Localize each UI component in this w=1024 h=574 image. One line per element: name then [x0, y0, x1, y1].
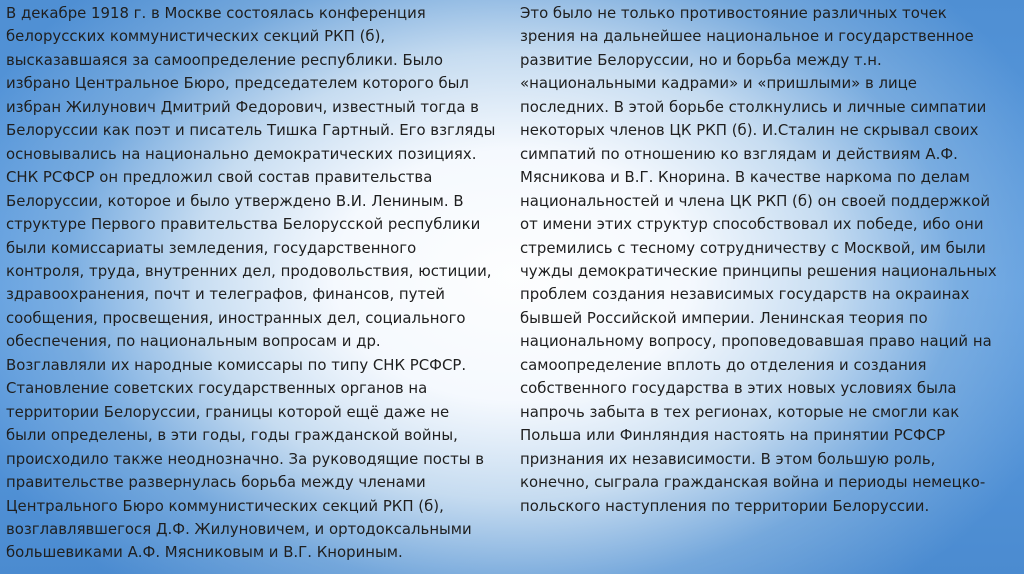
- text-line: собственного государства в этих новых условиях была: [520, 379, 957, 398]
- text-line: контроля, труда, внутренних дел, продовольствия, юстиции,: [6, 261, 492, 280]
- text-line: СНК РСФСР он предложил свой состав правительства: [6, 168, 433, 187]
- text-line: национальностей и члена ЦК РКП (б) он своей поддержкой: [520, 191, 991, 210]
- text-line: белорусских коммунистических секций РКП (б),: [6, 27, 386, 46]
- text-line: развитие Белоруссии, но и борьба между т.н.: [520, 50, 882, 69]
- text-line: Становление советских государственных органов на: [6, 379, 428, 398]
- text-line: стремились с тесному сотрудничеству с Москвой, им были: [520, 238, 986, 257]
- text-line: возглавлявшегося Д.Ф. Жилуновичем, и ортодоксальными: [6, 519, 472, 538]
- text-line: некоторых членов ЦК РКП (б). И.Сталин не скрывал своих: [520, 121, 979, 140]
- text-line: территории Белоруссии, границы которой ещё даже не: [6, 402, 450, 421]
- text-line: были определены, в эти годы, годы гражданской войны,: [6, 426, 458, 445]
- text-line: напрочь забыта в тех регионах, которые не смогли как: [520, 402, 960, 421]
- text-line: Польша или Финляндия настоять на принятии РСФСР: [520, 426, 946, 445]
- text-line: избран Жилунович Дмитрий Федорович, известный тогда в: [6, 97, 479, 116]
- text-line: польского наступления по территории Белоруссии.: [520, 496, 930, 515]
- text-line: В декабре 1918 г. в Москве состоялась конференция: [6, 4, 426, 22]
- text-line: Центрального Бюро коммунистических секций РКП (б),: [6, 496, 444, 515]
- text-line: признания их независимости. В этом большую роль,: [520, 449, 936, 468]
- text-line: конечно, сыграла гражданская война и периоды немецко-: [520, 473, 986, 492]
- text-line: Возглавляли их народные комиссары по типу СНК РСФСР.: [6, 355, 467, 374]
- text-line: Мясникова и В.Г. Кнорина. В качестве наркома по делам: [520, 168, 970, 187]
- text-line: обеспечения, по национальным вопросам и др.: [6, 332, 381, 351]
- text-line: Это было не только противостояние различных точек: [520, 4, 947, 22]
- text-line: «национальными кадрами» и «пришлыми» в лице: [520, 74, 917, 93]
- text-line: избрано Центральное Бюро, председателем которого был: [6, 74, 469, 93]
- text-line: от имени этих структур способствовал их победе, ибо они: [520, 215, 984, 234]
- text-line: основывались на национально демократических позициях.: [6, 144, 477, 163]
- text-line: чужды демократические принципы решения национальных: [520, 261, 997, 280]
- text-line: самоопределение вплоть до отделения и создания: [520, 355, 927, 374]
- text-line: симпатий по отношению ко взглядам и действиям А.Ф.: [520, 144, 958, 163]
- text-line: последних. В этой борьбе столкнулись и личные симпатии: [520, 97, 987, 116]
- text-line: происходило также неоднозначно. За руководящие посты в: [6, 449, 485, 468]
- text-line: бывшей Российской империи. Ленинская теория по: [520, 308, 928, 327]
- text-line: высказавшаяся за самоопределение республики. Было: [6, 50, 444, 69]
- text-column-right: [520, 2, 1018, 518]
- text-line: сообщения, просвещения, иностранных дел, социального: [6, 308, 466, 327]
- text-line: Белоруссии как поэт и писатель Тишка Гартный. Его взгляды: [6, 121, 496, 140]
- text-column-left: [6, 2, 506, 565]
- text-line: большевиками А.Ф. Мясниковым и В.Г. Кнориным.: [6, 543, 403, 562]
- text-line: Белоруссии, которое и было утверждено В.И. Лениным. В: [6, 191, 464, 210]
- text-line: правительстве развернулась борьба между членами: [6, 473, 426, 492]
- text-line: структуре Первого правительства Белорусской республики: [6, 215, 481, 234]
- text-line: зрения на дальнейшее национальное и государственное: [520, 27, 974, 46]
- text-line: здравоохранения, почт и телеграфов, финансов, путей: [6, 285, 445, 304]
- text-line: проблем создания независимых государств на окраинах: [520, 285, 970, 304]
- text-line: национальному вопросу, проповедовавшая право наций на: [520, 332, 992, 351]
- text-line: были комиссариаты земледения, государственного: [6, 238, 417, 257]
